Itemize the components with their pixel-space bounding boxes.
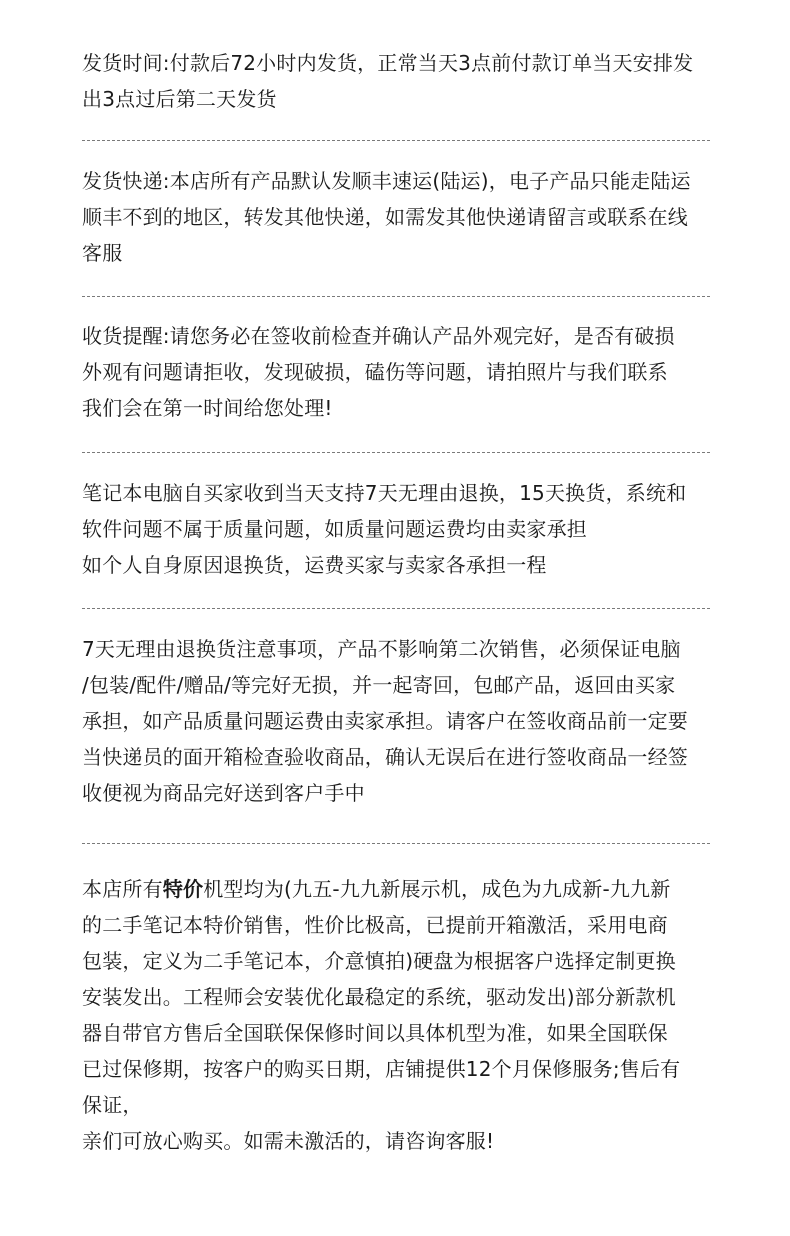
dashed-divider — [82, 843, 710, 844]
special-offer-highlight: 特价 — [162, 877, 204, 901]
dashed-divider — [82, 452, 710, 453]
shipping-courier-line: 客服 — [82, 241, 123, 265]
dashed-divider — [82, 296, 710, 297]
shipping-courier-section — [82, 163, 722, 271]
receipt-reminder-line: 外观有问题请拒收，发现破损，磕伤等问题，请拍照片与我们联系 — [82, 360, 668, 384]
shipping-courier-line: 顺丰不到的地区，转发其他快递，如需发其他快递请留言或联系在线 — [82, 205, 688, 229]
return-notes-line: /包装/配件/赠品/等完好无损，并一起寄回，包邮产品，返回由买家 — [82, 673, 676, 697]
shipping-time-section — [82, 45, 722, 117]
special-offer-line: 亲们可放心购买。如需未激活的，请咨询客服! — [82, 1129, 495, 1153]
dashed-divider — [82, 608, 710, 609]
return-notes-line: 7天无理由退换货注意事项，产品不影响第二次销售，必须保证电脑 — [82, 637, 681, 661]
return-notes-line: 收便视为商品完好送到客户手中 — [82, 781, 365, 805]
shipping-time-line: 出3点过后第二天发货 — [82, 87, 277, 111]
receipt-reminder-line: 收货提醒:请您务必在签收前检查并确认产品外观完好，是否有破损 — [82, 324, 675, 348]
return-notes-section — [82, 631, 722, 811]
receipt-reminder-section — [82, 318, 722, 426]
special-offer-line: 的二手笔记本特价销售，性价比极高，已提前开箱激活，采用电商 — [82, 913, 668, 937]
special-offer-line: 器自带官方售后全国联保保修时间以具体机型为准，如果全国联保 — [82, 1021, 668, 1045]
receipt-reminder-line: 我们会在第一时间给您处理! — [82, 396, 333, 420]
special-offer-line: 保证， — [82, 1093, 143, 1117]
special-offer-first-line — [82, 871, 722, 907]
return-notes-line: 承担，如产品质量问题运费由卖家承担。请客户在签收商品前一定要 — [82, 709, 688, 733]
shipping-time-line: 发货时间:付款后72小时内发货，正常当天3点前付款订单当天安排发 — [82, 51, 694, 75]
return-policy-line: 如个人自身原因退换货，运费买家与卖家各承担一程 — [82, 553, 547, 577]
special-offer-section — [82, 871, 722, 1159]
special-offer-suffix: 机型均为(九五-九九新展示机，成色为九成新-九九新 — [203, 877, 671, 901]
return-policy-line: 软件问题不属于质量问题，如质量问题运费均由卖家承担 — [82, 517, 587, 541]
special-offer-line: 安装发出。工程师会安装优化最稳定的系统，驱动发出)部分新款机 — [82, 985, 676, 1009]
return-policy-line: 笔记本电脑自买家收到当天支持7天无理由退换，15天换货，系统和 — [82, 481, 687, 505]
special-offer-line: 已过保修期，按客户的购买日期，店铺提供12个月保修服务;售后有 — [82, 1057, 681, 1081]
special-offer-prefix: 本店所有 — [82, 877, 163, 901]
special-offer-line: 包装，定义为二手笔记本，介意慎拍)硬盘为根据客户选择定制更换 — [82, 949, 676, 973]
return-policy-section — [82, 475, 722, 583]
return-notes-line: 当快递员的面开箱检查验收商品，确认无误后在进行签收商品一经签 — [82, 745, 688, 769]
shipping-courier-line: 发货快递:本店所有产品默认发顺丰速运(陆运)，电子产品只能走陆运 — [82, 169, 691, 193]
dashed-divider — [82, 140, 710, 141]
